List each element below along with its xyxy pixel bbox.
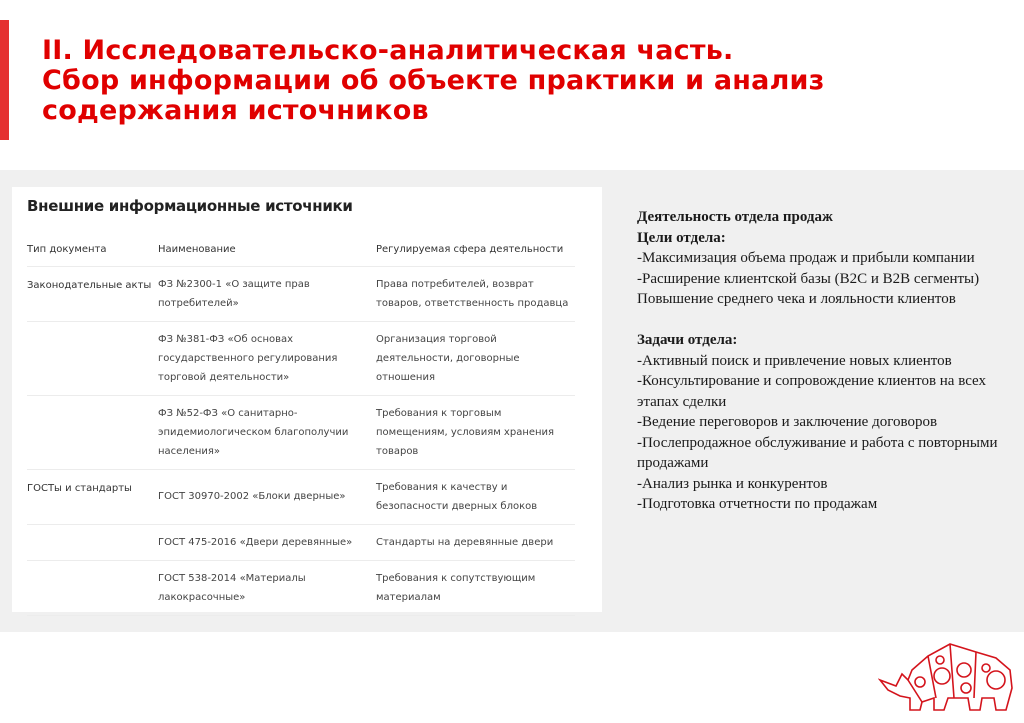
sources-table (27, 238, 575, 616)
regulated-scope-cell: Стандарты на деревянные двери (376, 524, 575, 560)
rhino-logo-icon (878, 640, 1016, 714)
table-row (27, 469, 575, 524)
table-row (27, 266, 575, 321)
column-header: Тип документа (27, 238, 158, 266)
document-name-cell: ГОСТ 538-2014 «Материалы лакокрасочные» (158, 560, 376, 615)
regulated-scope-cell: Организация торговой деятельности, договорные отношения (376, 321, 575, 395)
document-type-cell: Законодательные акты (27, 266, 158, 321)
table-header-row (27, 238, 575, 266)
goals-heading: Цели отдела: (637, 229, 726, 246)
column-header: Регулируемая сфера деятельности (376, 238, 575, 266)
title-line: Сбор информации об объекте практики и анализ (42, 65, 825, 96)
sources-table-card (12, 187, 602, 612)
document-type-cell (27, 321, 158, 395)
title-line: II. Исследовательско-аналитическая часть. (42, 35, 734, 66)
document-type-cell: ГОСТы и стандарты (27, 469, 158, 524)
task-item: -Активный поиск и привлечение новых клиентов (637, 352, 952, 369)
task-item: -Консультирование и сопровождение клиентов на всех этапах сделки (637, 373, 987, 410)
tasks-heading: Задачи отдела: (637, 332, 738, 348)
goal-item: -Расширение клиентской базы (B2C и B2B сегменты) (637, 270, 980, 287)
document-name-cell: ГОСТ 30970-2002 «Блоки дверные» (158, 469, 376, 524)
table-row (27, 524, 575, 560)
document-name-cell: ФЗ №2300-1 «О защите прав потребителей» (158, 266, 376, 321)
section-heading: Деятельность отдела продаж (637, 209, 833, 225)
document-name-cell: ГОСТ 475-2016 «Двери деревянные» (158, 524, 376, 560)
document-type-cell (27, 395, 158, 469)
accent-bar (0, 20, 9, 140)
task-item: -Анализ рынка и конкурентов (637, 475, 828, 492)
table-row (27, 560, 575, 615)
task-item: -Подготовка отчетности по продажам (637, 496, 878, 512)
regulated-scope-cell: Требования к качеству и безопасности дверных блоков (376, 469, 575, 524)
column-header: Наименование (158, 238, 376, 266)
sales-department-text (637, 207, 1017, 515)
regulated-scope-cell: Права потребителей, возврат товаров, ответственность продавца (376, 266, 575, 321)
goal-item: -Максимизация объема продаж и прибыли компании (637, 250, 975, 266)
regulated-scope-cell: Требования к сопутствующим материалам (376, 560, 575, 615)
table-title: Внешние информационные источники (27, 197, 353, 215)
page-title (42, 36, 942, 126)
document-type-cell (27, 560, 158, 615)
task-item: -Послепродажное обслуживание и работа с повторными продажами (637, 434, 998, 471)
table-row (27, 395, 575, 469)
document-type-cell (27, 524, 158, 560)
document-name-cell: ФЗ №52-ФЗ «О санитарно-эпидемиологическом благополучии населения» (158, 395, 376, 469)
task-item: -Ведение переговоров и заключение договоров (637, 414, 938, 430)
regulated-scope-cell: Требования к торговым помещениям, условиям хранения товаров (376, 395, 575, 469)
title-line: содержания источников (42, 95, 429, 126)
table-row (27, 321, 575, 395)
goal-item: Повышение среднего чека и лояльности клиентов (637, 291, 956, 307)
document-name-cell: ФЗ №381-ФЗ «Об основах государственного регулирования торговой деятельности» (158, 321, 376, 395)
